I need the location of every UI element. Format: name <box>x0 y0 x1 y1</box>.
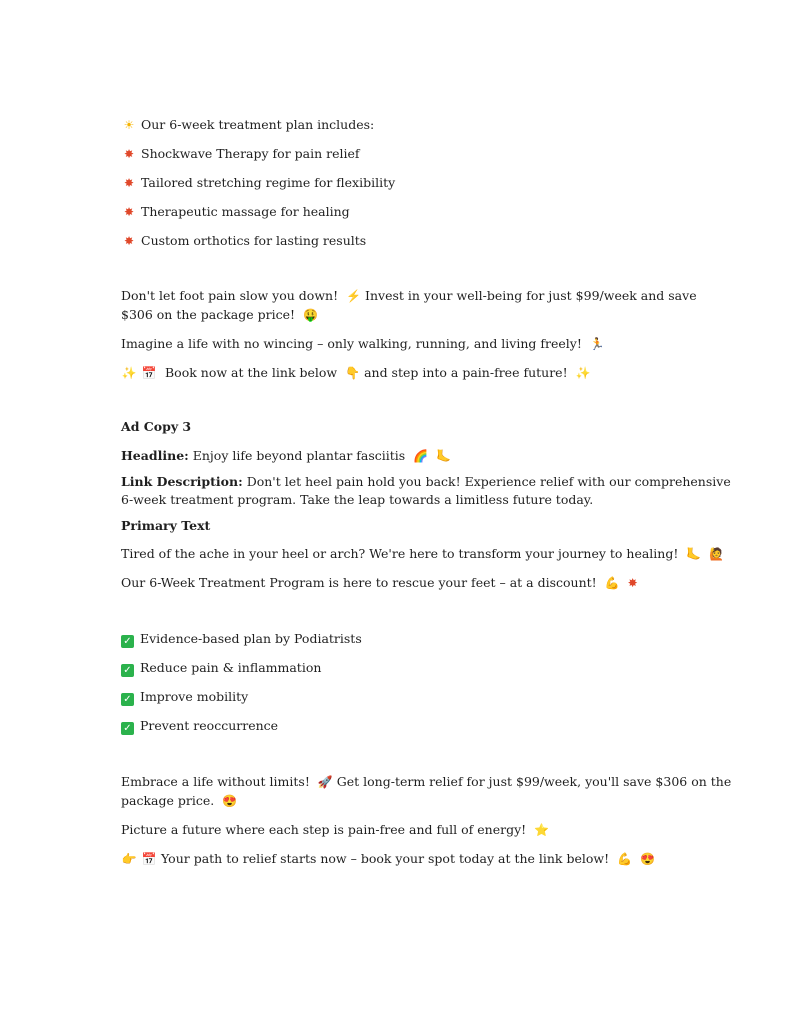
check-icon: ✓ <box>121 635 134 648</box>
sparkles-icon: ✨ <box>575 366 591 380</box>
offer-paragraph-line-2 <box>121 306 681 324</box>
foot-icon: 🦶 <box>436 449 452 463</box>
burst-icon: ✸ <box>123 234 135 248</box>
heart-eyes-icon: 😍 <box>640 852 656 866</box>
checklist-item <box>121 659 681 677</box>
primary-paragraph-1 <box>121 545 725 563</box>
sparkles-icon: ✨ <box>121 366 137 380</box>
plan-item <box>121 203 681 221</box>
point-right-icon: 👉 <box>121 852 137 866</box>
link-description-label: Link Description: <box>121 474 243 489</box>
link-description-text-2: 6-week treatment program. Take the leap towards a limitless future today. <box>121 492 594 507</box>
offer-paragraph-line-1 <box>121 287 697 305</box>
runner-icon: 🏃 <box>589 337 605 351</box>
link-description-line-2 <box>121 491 681 509</box>
imagine-paragraph <box>121 335 681 353</box>
burst-icon: ✸ <box>123 176 135 190</box>
plan-item-text: Custom orthotics for lasting results <box>141 233 367 248</box>
plan-item <box>121 174 681 192</box>
offer-text-a: Don't let foot pain slow you down! <box>121 288 339 303</box>
plan-item-text: Tailored stretching regime for flexibility <box>141 175 396 190</box>
cta-text-b: and step into a pain-free future! <box>364 365 568 380</box>
embrace-text-b: Get long-term relief for just $99/week, you'll save $306 on the <box>336 774 732 789</box>
calendar-icon: 📅 <box>141 852 157 866</box>
primary-text-1: Tired of the ache in your heel or arch? We're here to transform your journey to healing! <box>121 546 679 561</box>
strong-arm-icon: 💪 <box>604 576 620 590</box>
checklist-item <box>121 688 681 706</box>
headline-line <box>121 447 681 465</box>
burst-icon: ✸ <box>123 205 135 219</box>
embrace-text-a: Embrace a life without limits! <box>121 774 310 789</box>
check-icon: ✓ <box>121 664 134 677</box>
plan-item <box>121 145 681 163</box>
embrace-line-1 <box>121 773 732 791</box>
picture-paragraph <box>121 821 681 839</box>
cta-text-a: Book now at the link below <box>164 365 338 380</box>
primary-text-heading: Primary Text <box>121 518 211 533</box>
point-down-icon: 👇 <box>345 366 361 380</box>
embrace-line-2 <box>121 792 681 810</box>
primary-text-2: Our 6-Week Treatment Program is here to rescue your feet – at a discount! <box>121 575 597 590</box>
person-icon: 🙋 <box>709 547 725 561</box>
offer-text-c: $306 on the package price! <box>121 307 296 322</box>
rainbow-icon: 🌈 <box>413 449 429 463</box>
embrace-text-c: package price. <box>121 793 215 808</box>
check-icon: ✓ <box>121 722 134 735</box>
imagine-text: Imagine a life with no wincing – only walking, running, and living freely! <box>121 336 582 351</box>
link-description-line-1 <box>121 473 731 491</box>
burst-icon: ✸ <box>627 576 638 590</box>
lightning-icon: ⚡ <box>346 289 362 303</box>
final-cta-text: Your path to relief starts now – book your spot today at the link below! <box>161 851 610 866</box>
checklist-text: Evidence-based plan by Podiatrists <box>140 631 362 646</box>
star-icon: ⭐ <box>534 823 550 837</box>
primary-paragraph-2 <box>121 574 681 592</box>
checklist-text: Reduce pain & inflammation <box>140 660 322 675</box>
burst-icon: ✸ <box>123 147 135 161</box>
offer-text-b: Invest in your well-being for just $99/week and save <box>365 288 697 303</box>
foot-icon: 🦶 <box>686 547 702 561</box>
checklist-text: Prevent reoccurrence <box>140 718 279 733</box>
checklist-item <box>121 630 681 648</box>
picture-text: Picture a future where each step is pain-free and full of energy! <box>121 822 527 837</box>
final-cta <box>121 850 681 868</box>
rocket-icon: 🚀 <box>317 775 333 789</box>
headline-text: Enjoy life beyond plantar fasciitis <box>192 448 406 463</box>
plan-cta <box>121 364 681 382</box>
headline-label: Headline: <box>121 448 189 463</box>
strong-arm-icon: 💪 <box>617 852 633 866</box>
calendar-icon: 📅 <box>141 366 157 380</box>
link-description-text-1: Don't let heel pain hold you back! Experience relief with our comprehensive <box>246 474 731 489</box>
plan-item-text: Shockwave Therapy for pain relief <box>141 146 360 161</box>
ad-copy-title: Ad Copy 3 <box>121 419 192 434</box>
plan-intro-line <box>121 116 681 134</box>
heart-eyes-icon: 😍 <box>222 794 238 808</box>
plan-item-text: Therapeutic massage for healing <box>141 204 350 219</box>
sun-icon: ☀ <box>123 118 135 132</box>
plan-intro-text: Our 6-week treatment plan includes: <box>141 117 375 132</box>
plan-item <box>121 232 681 250</box>
money-face-icon: 🤑 <box>303 308 318 322</box>
checklist-text: Improve mobility <box>140 689 249 704</box>
check-icon: ✓ <box>121 693 134 706</box>
checklist-item <box>121 717 681 735</box>
